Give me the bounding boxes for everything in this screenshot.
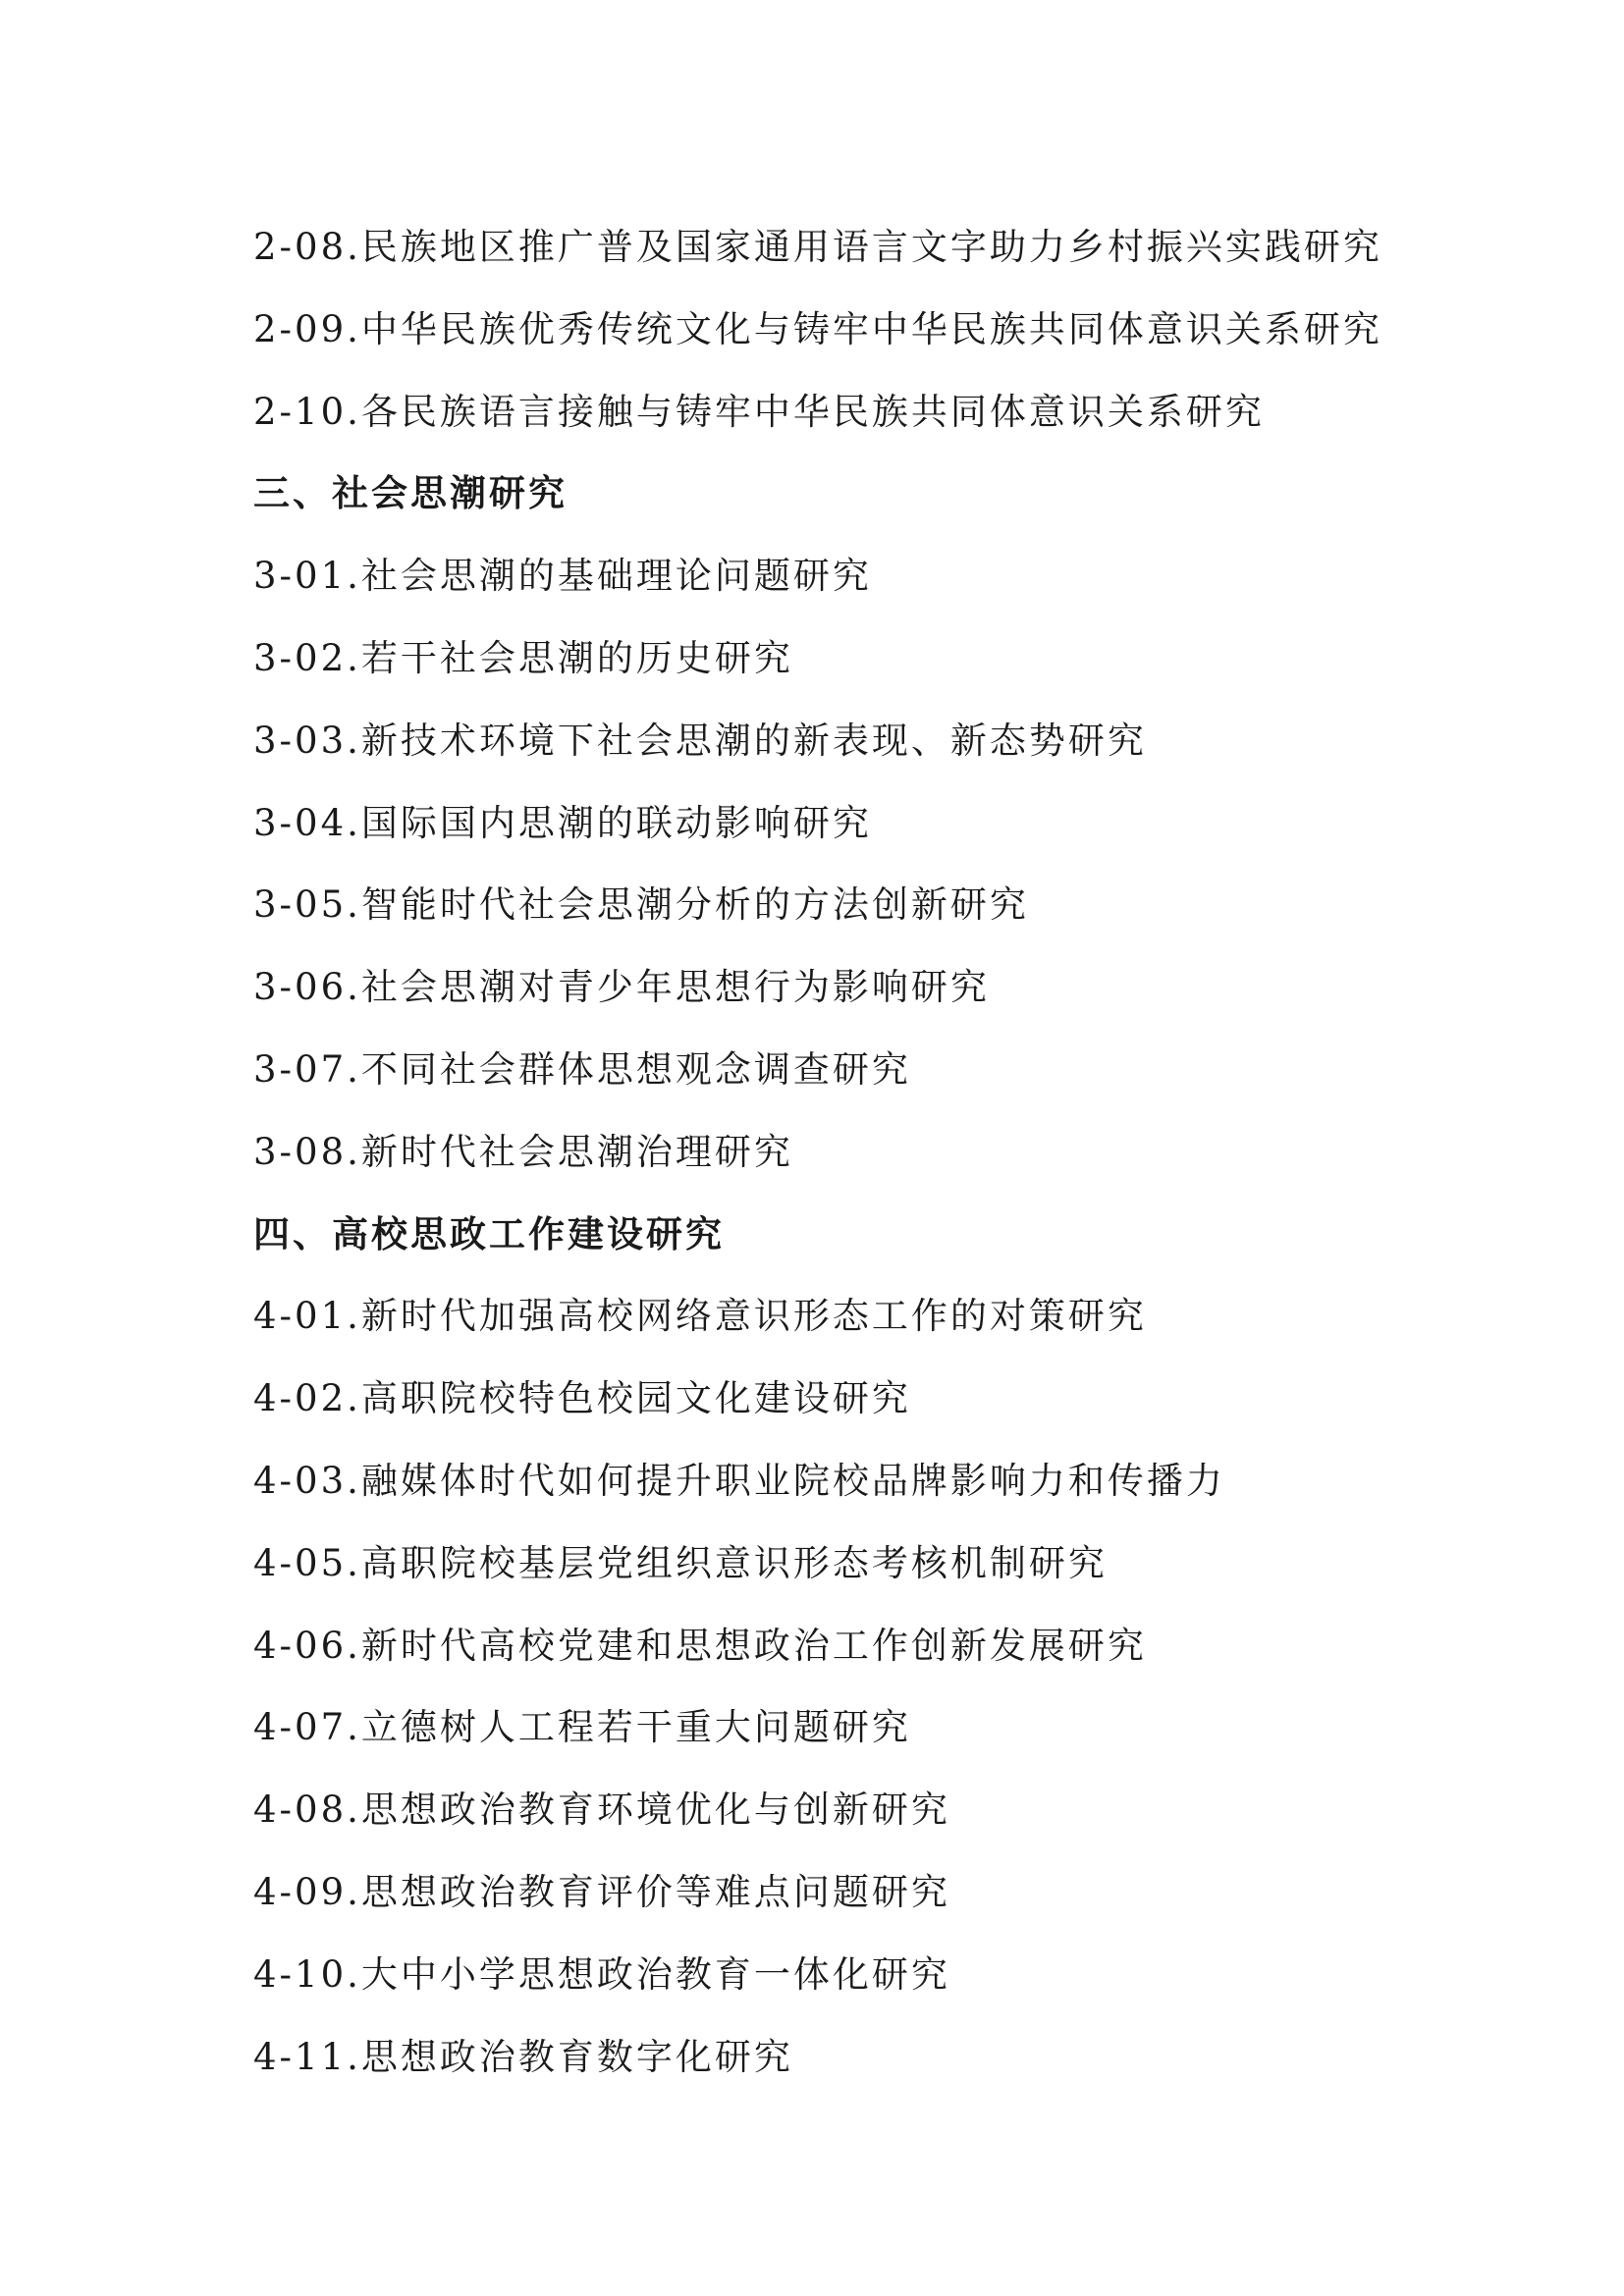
document-body <box>253 218 1530 2109</box>
list-item: 4-03.融媒体时代如何提升职业院校品牌影响力和传播力 <box>253 1459 1225 1502</box>
list-item: 2-09.中华民族优秀传统文化与铸牢中华民族共同体意识关系研究 <box>253 307 1382 350</box>
list-item: 4-02.高职院校特色校园文化建设研究 <box>253 1377 911 1420</box>
list-item: 4-01.新时代加强高校网络意识形态工作的对策研究 <box>253 1295 1147 1338</box>
list-item: 3-07.不同社会群体思想观念调查研究 <box>253 1047 911 1091</box>
list-item: 4-05.高职院校基层党组织意识形态考核机制研究 <box>253 1541 1108 1584</box>
list-item: 4-09.思想政治教育评价等难点问题研究 <box>253 1870 950 1913</box>
list-item: 3-02.若干社会思潮的历史研究 <box>253 636 793 679</box>
list-item: 3-05.智能时代社会思潮分析的方法创新研究 <box>253 883 1029 927</box>
section-heading: 四、高校思政工作建设研究 <box>253 1212 725 1255</box>
section-heading: 三、社会思潮研究 <box>253 472 568 515</box>
list-item: 3-01.社会思潮的基础理论问题研究 <box>253 555 872 598</box>
list-item: 4-11.思想政治教育数字化研究 <box>253 2035 793 2078</box>
list-item: 3-04.国际国内思潮的联动影响研究 <box>253 801 872 844</box>
list-item: 3-06.社会思潮对青少年思想行为影响研究 <box>253 966 990 1009</box>
list-item: 4-10.大中小学思想政治教育一体化研究 <box>253 1952 950 1996</box>
list-item: 4-08.思想政治教育环境优化与创新研究 <box>253 1789 950 1832</box>
list-item: 3-03.新技术环境下社会思潮的新表现、新态势研究 <box>253 719 1147 762</box>
list-item: 4-06.新时代高校党建和思想政治工作创新发展研究 <box>253 1624 1147 1667</box>
list-item: 3-08.新时代社会思潮治理研究 <box>253 1130 793 1173</box>
list-item: 2-08.民族地区推广普及国家通用语言文字助力乡村振兴实践研究 <box>253 226 1382 268</box>
list-item: 2-10.各民族语言接触与铸牢中华民族共同体意识关系研究 <box>253 390 1265 433</box>
list-item: 4-07.立德树人工程若干重大问题研究 <box>253 1706 911 1749</box>
